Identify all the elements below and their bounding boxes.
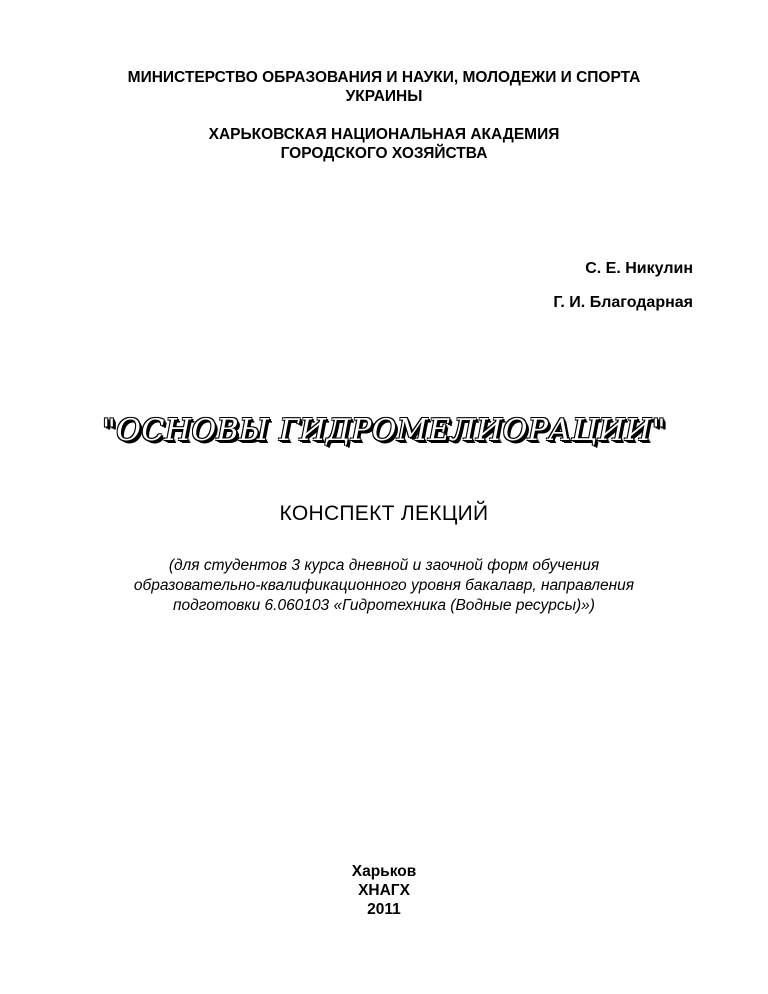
imprint xyxy=(0,862,768,919)
ministry-line-2: УКРАИНЫ xyxy=(345,88,423,105)
author-2: Г. И. Благодарная xyxy=(553,294,693,311)
imprint-publisher: ХНАГХ xyxy=(358,882,410,899)
audience-line-2: образовательно-квалификационного уровня бакалавр, направления xyxy=(133,577,635,594)
audience-line-1: (для студентов 3 курса дневной и заочной форм обучения xyxy=(168,557,600,574)
academy-heading xyxy=(0,125,768,163)
author-1: С. Е. Никулин xyxy=(585,260,693,277)
academy-line-2: ГОРОДСКОГО ХОЗЯЙСТВА xyxy=(280,145,488,162)
ministry-heading xyxy=(0,68,768,106)
academy-line-1: ХАРЬКОВСКАЯ НАЦИОНАЛЬНАЯ АКАДЕМИЯ xyxy=(208,126,560,143)
audience-line-3: подготовки 6.060103 «Гидротехника (Водные ресурсы)») xyxy=(173,597,595,614)
document-title: "ОСНОВЫ ГИДРОМЕЛИОРАЦИИ" xyxy=(102,413,666,448)
audience-note xyxy=(0,556,768,616)
imprint-city: Харьков xyxy=(351,863,417,880)
imprint-year: 2011 xyxy=(367,901,401,918)
ministry-line-1: МИНИСТЕРСТВО ОБРАЗОВАНИЯ И НАУКИ, МОЛОДЕЖИ И СПОРТА xyxy=(127,69,641,86)
document-subtitle: КОНСПЕКТ ЛЕКЦИЙ xyxy=(279,502,489,525)
